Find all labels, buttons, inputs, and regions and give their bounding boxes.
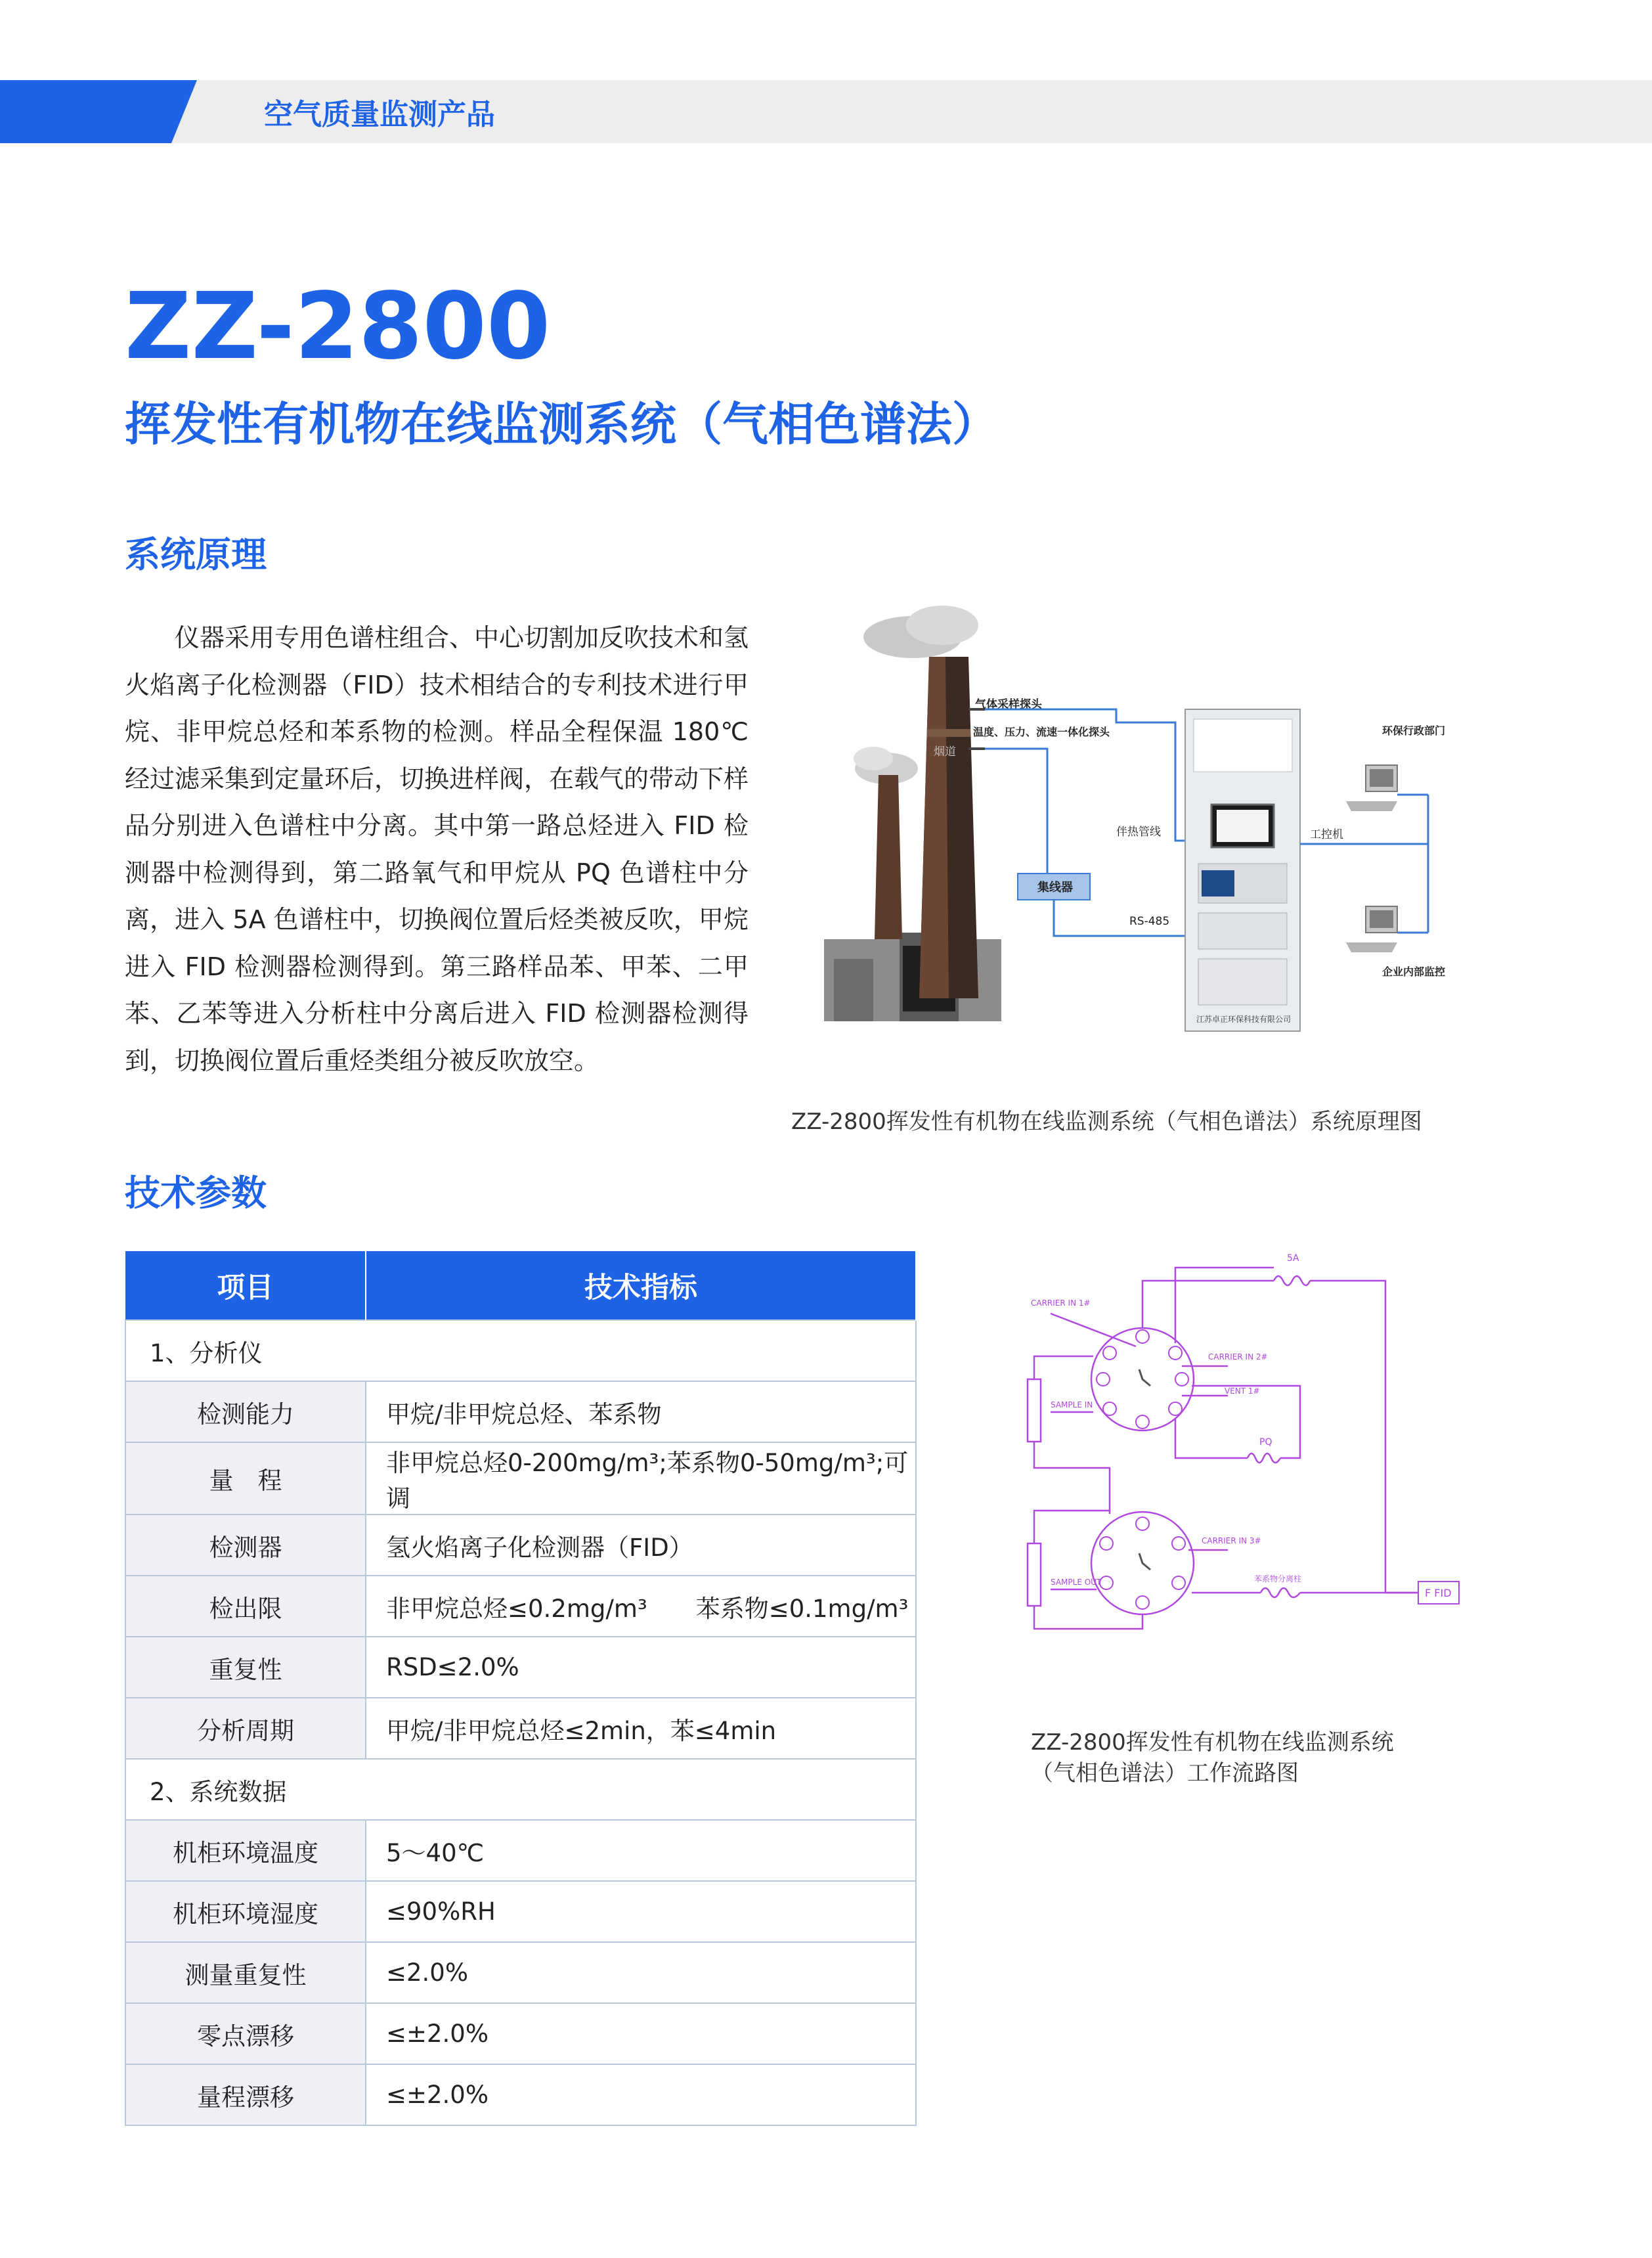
company-label: 江苏卓正环保科技有限公司 (1196, 1015, 1292, 1024)
spec-item: 检出限 (125, 1576, 366, 1637)
flow-line (1175, 1419, 1248, 1458)
hose-label: 伴热管线 (1116, 826, 1161, 839)
probe-label: 气体采样探头 (975, 698, 1042, 711)
smoke-cloud (854, 747, 893, 770)
column-5a-label: 5A (1287, 1253, 1299, 1264)
rs485-label: RS-485 (1129, 915, 1170, 928)
header-band (0, 80, 1652, 143)
internal-monitor-label: 企业内部监控 (1382, 965, 1446, 978)
spec-item: 测量重复性 (125, 1942, 366, 2003)
spec-item: 量 程 (125, 1442, 366, 1515)
spec-value: 甲烷/非甲烷总烃、苯系物 (366, 1381, 916, 1442)
sample-loop (1028, 1543, 1041, 1606)
header-accent-block (0, 80, 197, 143)
specs-table (125, 1251, 917, 2126)
flow-line (1175, 1268, 1274, 1343)
carrier1-label: CARRIER IN 1# (1031, 1298, 1091, 1308)
spec-value: RSD≤2.0% (366, 1637, 916, 1698)
spec-item: 检测能力 (125, 1381, 366, 1442)
system-diagram (821, 591, 1477, 1038)
valve-rotor (1139, 1369, 1150, 1386)
flow-line (1142, 1281, 1274, 1328)
flow-line (1034, 1442, 1110, 1514)
table-row (125, 1820, 916, 1881)
chimney-band (927, 729, 970, 737)
spec-value: 非甲烷总烃0-200mg/m³;苯系物0-50mg/m³;可调 (366, 1442, 916, 1515)
specs-heading: 技术参数 (125, 1172, 267, 1214)
sample-loop (1028, 1379, 1041, 1442)
flow-line (1192, 1386, 1300, 1458)
specs-header-row (125, 1251, 916, 1320)
vent-label: VENT 1# (1225, 1386, 1260, 1396)
chimney-highlight (919, 657, 949, 998)
table-row (125, 2064, 916, 2125)
carrier2-label: CARRIER IN 2# (1208, 1352, 1268, 1361)
spec-value: 甲烷/非甲烷总烃≤2min，苯≤4min (366, 1698, 916, 1759)
flow-caption-line1: ZZ-2800挥发性有机物在线监测系统 (1031, 1729, 1394, 1756)
sample-out-label: SAMPLE OUT (1051, 1578, 1102, 1587)
spec-item: 量程漂移 (125, 2064, 366, 2125)
ipc-label: 工控机 (1310, 828, 1343, 841)
system-diagram-caption: ZZ-2800挥发性有机物在线监测系统（气相色谱法）系统原理图 (791, 1109, 1422, 1135)
cabinet-small-screen (1202, 870, 1234, 897)
flow-line (1310, 1281, 1418, 1593)
env-dept-label: 环保行政部门 (1382, 724, 1446, 737)
flow-line (1034, 1606, 1142, 1629)
group-label: 1、分析仪 (125, 1320, 916, 1381)
spec-item: 零点漂移 (125, 2003, 366, 2064)
sample-in-label: SAMPLE IN (1051, 1400, 1093, 1409)
table-row (125, 1881, 916, 1942)
spec-value: 氢火焰离子化检测器（FID） (366, 1515, 916, 1576)
col-spec-header: 技术指标 (366, 1251, 916, 1320)
spec-value: 非甲烷总烃≤0.2mg/m³ 苯系物≤0.1mg/m³ (366, 1576, 916, 1637)
principle-heading: 系统原理 (125, 534, 267, 575)
spec-item: 重复性 (125, 1637, 366, 1698)
spec-item: 机柜环境温度 (125, 1820, 366, 1881)
spec-value: ≤±2.0% (366, 2003, 916, 2064)
col-item-header: 项目 (125, 1251, 366, 1320)
spec-value: ≤90%RH (366, 1881, 916, 1942)
collector-label: 集线器 (1037, 881, 1073, 895)
sensor-line (985, 749, 1047, 874)
spec-item: 分析周期 (125, 1698, 366, 1759)
table-row (125, 1698, 916, 1759)
cabinet-panel (1198, 913, 1287, 949)
table-row (125, 1576, 916, 1637)
cabinet-panel (1198, 959, 1287, 1005)
carrier3-label: CARRIER IN 3# (1202, 1536, 1261, 1545)
computer-icon (1346, 765, 1397, 811)
computer-icon (1346, 906, 1397, 952)
group-row (125, 1759, 916, 1820)
small-chimney (875, 775, 902, 939)
table-row (125, 1515, 916, 1576)
principle-paragraph: 仪器采用专用色谱柱组合、中心切割加反吹技术和氢火焰离子化检测器（FID）技术相结合的专利技术进行甲烷、非甲烷总烃和苯系物的检测。样品全程保温 180℃经过滤采集到定量环后，切换进样阀，在载气的带动下样品分别进入色谱柱中分离。其中第一路总烃进入 FID 检测器中检测得到，第二路氧气和甲烷从 PQ 色谱柱中分离，进入 5A 色谱柱中，切换阀位置后烃类被反吹，甲烷进入 FID 检测器检测得到。第三路样品苯、甲苯、二甲苯、乙苯等进入分析柱中分离后进入 FID 检测器检测得到，切换阀位置后重烃类组分被反吹放空。 (125, 623, 749, 1075)
table-row (125, 1942, 916, 2003)
group-row (125, 1320, 916, 1381)
flow-diagram (1011, 1222, 1471, 1668)
column-pq-coil (1248, 1453, 1280, 1463)
table-row (125, 2003, 916, 2064)
spec-value: ≤2.0% (366, 1942, 916, 2003)
table-row (125, 1381, 916, 1442)
separation-column-coil (1261, 1588, 1300, 1597)
spec-value: 5～40℃ (366, 1820, 916, 1881)
cabinet-panel (1194, 719, 1292, 772)
product-model: ZZ-2800 (125, 273, 551, 380)
column-pq-label: PQ (1259, 1437, 1272, 1448)
smoke-cloud (906, 606, 978, 645)
sensor-label: 温度、压力、流速一体化探头 (973, 726, 1110, 738)
spec-item: 检测器 (125, 1515, 366, 1576)
table-row (125, 1442, 916, 1515)
product-name: 挥发性有机物在线监测系统（气相色谱法） (125, 397, 998, 451)
group-label: 2、系统数据 (125, 1759, 916, 1820)
factory-block (834, 959, 873, 1021)
separation-column-label: 苯系物分离柱 (1254, 1574, 1302, 1583)
spec-value: ≤±2.0% (366, 2064, 916, 2125)
flow-line (1034, 1356, 1093, 1379)
valve-rotor (1139, 1553, 1150, 1570)
fid-label: F FID (1425, 1587, 1452, 1599)
flow-line (1051, 1314, 1136, 1346)
spec-item: 机柜环境湿度 (125, 1881, 366, 1942)
table-row (125, 1637, 916, 1698)
category-title: 空气质量监测产品 (264, 98, 495, 131)
flow-caption-line2: （气相色谱法）工作流路图 (1031, 1760, 1299, 1786)
flue-label: 烟道 (934, 745, 956, 759)
column-5a-coil (1274, 1276, 1310, 1285)
cabinet-screen-display (1217, 810, 1269, 842)
